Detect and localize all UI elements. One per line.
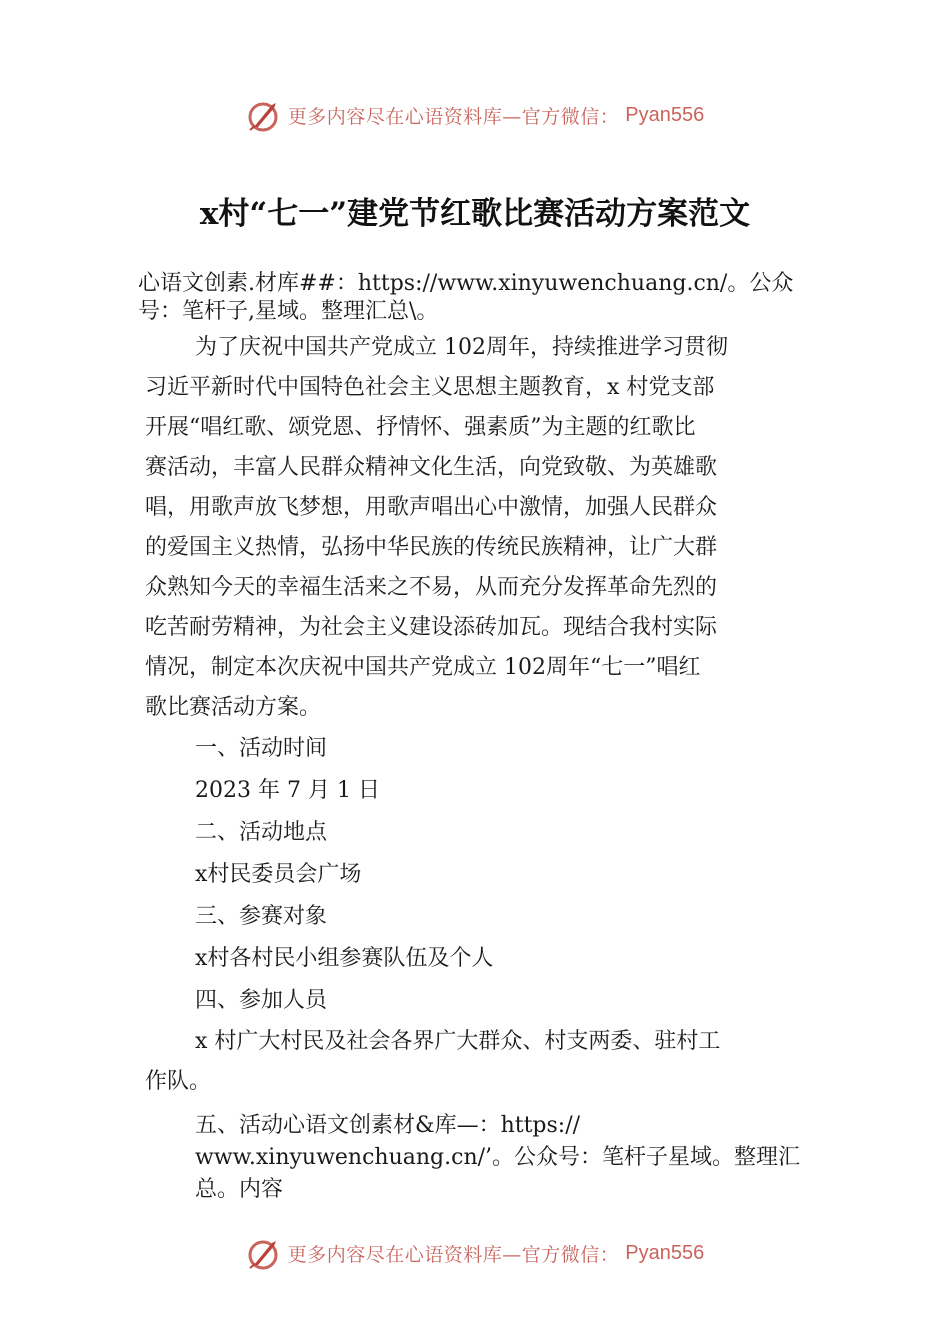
- footer-banner: [0, 1233, 950, 1273]
- section-heading-location: 二、活动地点: [195, 820, 328, 845]
- quill-pen-logo-icon: [246, 97, 282, 133]
- source-note: [138, 270, 858, 326]
- intro-line: 的爱国主义热情，弘扬中华民族的传统民族精神，让广大群: [145, 535, 718, 560]
- section-5-line: 总。内容: [195, 1177, 284, 1202]
- section-heading-participants: 四、参加人员: [195, 988, 328, 1013]
- intro-line: 习近平新时代中国特色社会主义思想主题教育，x 村党支部: [145, 375, 715, 400]
- intro-line: 吃苦耐劳精神，为社会主义建设添砖加瓦。现结合我村实际: [145, 615, 718, 640]
- event-date: 2023 年 7 月 1 日: [195, 778, 380, 803]
- event-contestants: x村各村民小组参赛队伍及个人: [195, 946, 494, 971]
- source-note-line: 心语文创素.材库##：https://www.xinyuwenchuang.cn/。公众: [138, 271, 794, 296]
- participants-line: x 村广大村民及社会各界广大群众、村支两委、驻村工: [195, 1029, 721, 1054]
- source-note-line: 号：笔杆子,星域。整理汇总\。: [138, 299, 439, 324]
- intro-line: 开展“唱红歌、颂党恩、抒情怀、强素质”为主题的红歌比: [145, 415, 696, 440]
- header-banner-text: 更多内容尽在心语资料库—官方微信：: [287, 105, 620, 128]
- quill-pen-logo-icon: [246, 1235, 282, 1271]
- intro-line: 情况，制定本次庆祝中国共产党成立 102周年“七一”唱红: [145, 655, 701, 680]
- header-banner-wechat-id: Pyan556: [625, 103, 705, 126]
- section-heading-time: 一、活动时间: [195, 736, 328, 761]
- intro-line: 为了庆祝中国共产党成立 102周年，持续推进学习贯彻: [195, 335, 728, 360]
- header-banner: [0, 95, 950, 135]
- section-heading-contestants: 三、参赛对象: [195, 904, 328, 929]
- footer-banner-wechat-id: Pyan556: [625, 1241, 705, 1264]
- section-5-line: www.xinyuwenchuang.cn/’。公众号：笔杆子星域。整理汇: [195, 1145, 801, 1170]
- document-title: x村“七一”建党节红歌比赛活动方案范文: [199, 196, 751, 232]
- event-location: x村民委员会广场: [195, 862, 362, 887]
- footer-banner-text: 更多内容尽在心语资料库—官方微信：: [287, 1243, 620, 1266]
- document-body: [145, 328, 845, 1102]
- intro-line: 歌比赛活动方案。: [145, 695, 322, 720]
- intro-line: 赛活动，丰富人民群众精神文化生活，向党致敬、为英雄歌: [145, 455, 718, 480]
- intro-line: 众熟知今天的幸福生活来之不易，从而充分发挥革命先烈的: [145, 575, 718, 600]
- intro-line: 唱，用歌声放飞梦想，用歌声唱出心中激情，加强人民群众: [145, 495, 718, 520]
- section-5: [195, 1110, 865, 1206]
- participants-line: 作队。: [145, 1069, 212, 1094]
- section-5-line: 五、活动心语文创素材&库—：https://: [195, 1113, 581, 1138]
